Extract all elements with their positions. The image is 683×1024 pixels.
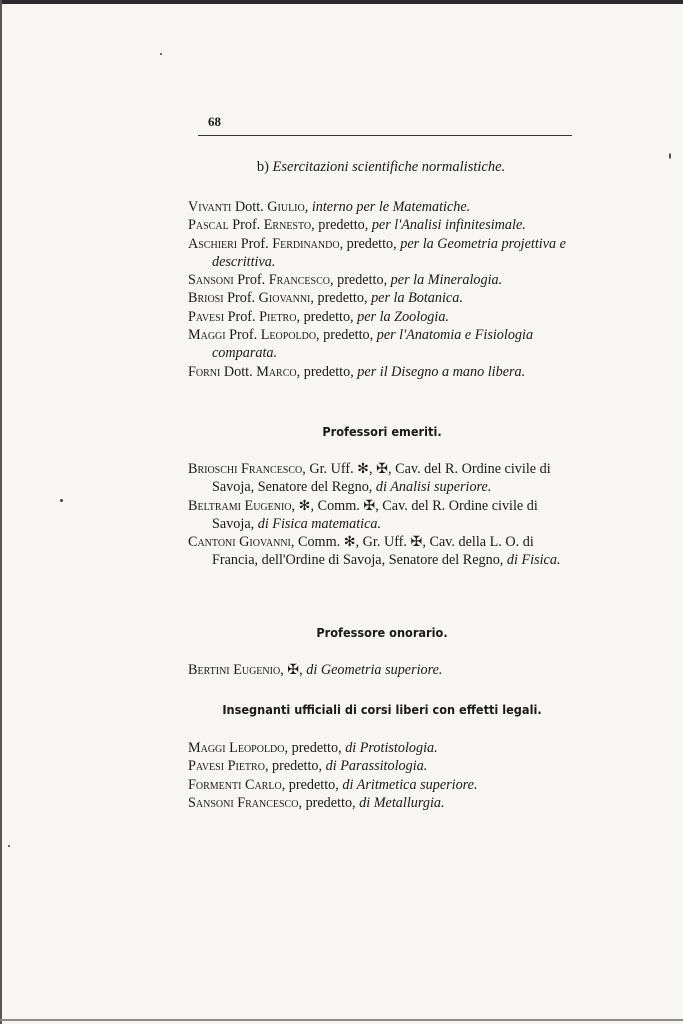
section-title-text: Esercitazioni scientifiche normalistiche. bbox=[272, 159, 506, 175]
heading-insegnanti-ufficiali: Insegnanti ufficiali di corsi liberi con effetti legali. bbox=[222, 702, 542, 717]
list-professore-onorario bbox=[188, 661, 578, 679]
list-item: Brioschi Francesco, Gr. Uff. ✻, ✠, Cav. del R. Ordine civile di Savoja, Senatore del Regno, di Analisi superiore. bbox=[188, 461, 551, 496]
list-item: Maggi Leopoldo, predetto, di Protistologia. bbox=[188, 740, 438, 756]
list-professori-emeriti bbox=[188, 460, 578, 570]
section-letter: b) bbox=[256, 159, 269, 175]
list-esercitazioni bbox=[188, 198, 578, 381]
list-item: Pavesi Pietro, predetto, di Parassitologia. bbox=[188, 758, 428, 775]
header-rule bbox=[198, 135, 572, 136]
heading-professore-onorario: Professore onorario. bbox=[316, 625, 448, 640]
list-item: Beltrami Eugenio, ✻, Comm. ✠, Cav. del R. Ordine civile di Savoja, di Fisica matematica. bbox=[188, 497, 538, 532]
heading-professori-emeriti: Professori emeriti. bbox=[322, 424, 442, 439]
list-item: Formenti Carlo, predetto, di Aritmetica superiore. bbox=[188, 776, 478, 793]
list-item: Pascal Prof. Ernesto, predetto, per l'Analisi infinitesimale. bbox=[188, 217, 526, 234]
list-item: Sansoni Prof. Francesco, predetto, per la Mineralogia. bbox=[188, 272, 503, 289]
list-item: Maggi Prof. Leopoldo, predetto, per l'Anatomia e Fisiologia comparata. bbox=[188, 327, 534, 362]
list-item: Vivanti Dott. Giulio, interno per le Matematiche. bbox=[188, 199, 471, 215]
list-item: Bertini Eugenio, ✠, di Geometria superiore. bbox=[188, 662, 443, 678]
list-item: Forni Dott. Marco, predetto, per il Disegno a mano libera. bbox=[188, 363, 526, 380]
list-item: Sansoni Francesco, predetto, di Metallurgia. bbox=[188, 794, 445, 811]
list-item: Pavesi Prof. Pietro, predetto, per la Zoologia. bbox=[188, 308, 449, 325]
page-number: 68 bbox=[208, 114, 221, 129]
list-insegnanti-ufficiali bbox=[188, 739, 578, 812]
list-item: Aschieri Prof. Ferdinando, predetto, per la Geometria projettiva e descrittiva. bbox=[188, 235, 566, 270]
list-item: Cantoni Giovanni, Comm. ✻, Gr. Uff. ✠, Cav. della L. O. di Francia, dell'Ordine di Savoja, Senatore del Regno, di Fisica. bbox=[188, 534, 561, 569]
list-item: Briosi Prof. Giovanni, predetto, per la Botanica. bbox=[188, 290, 463, 307]
section-b-title bbox=[190, 159, 572, 176]
